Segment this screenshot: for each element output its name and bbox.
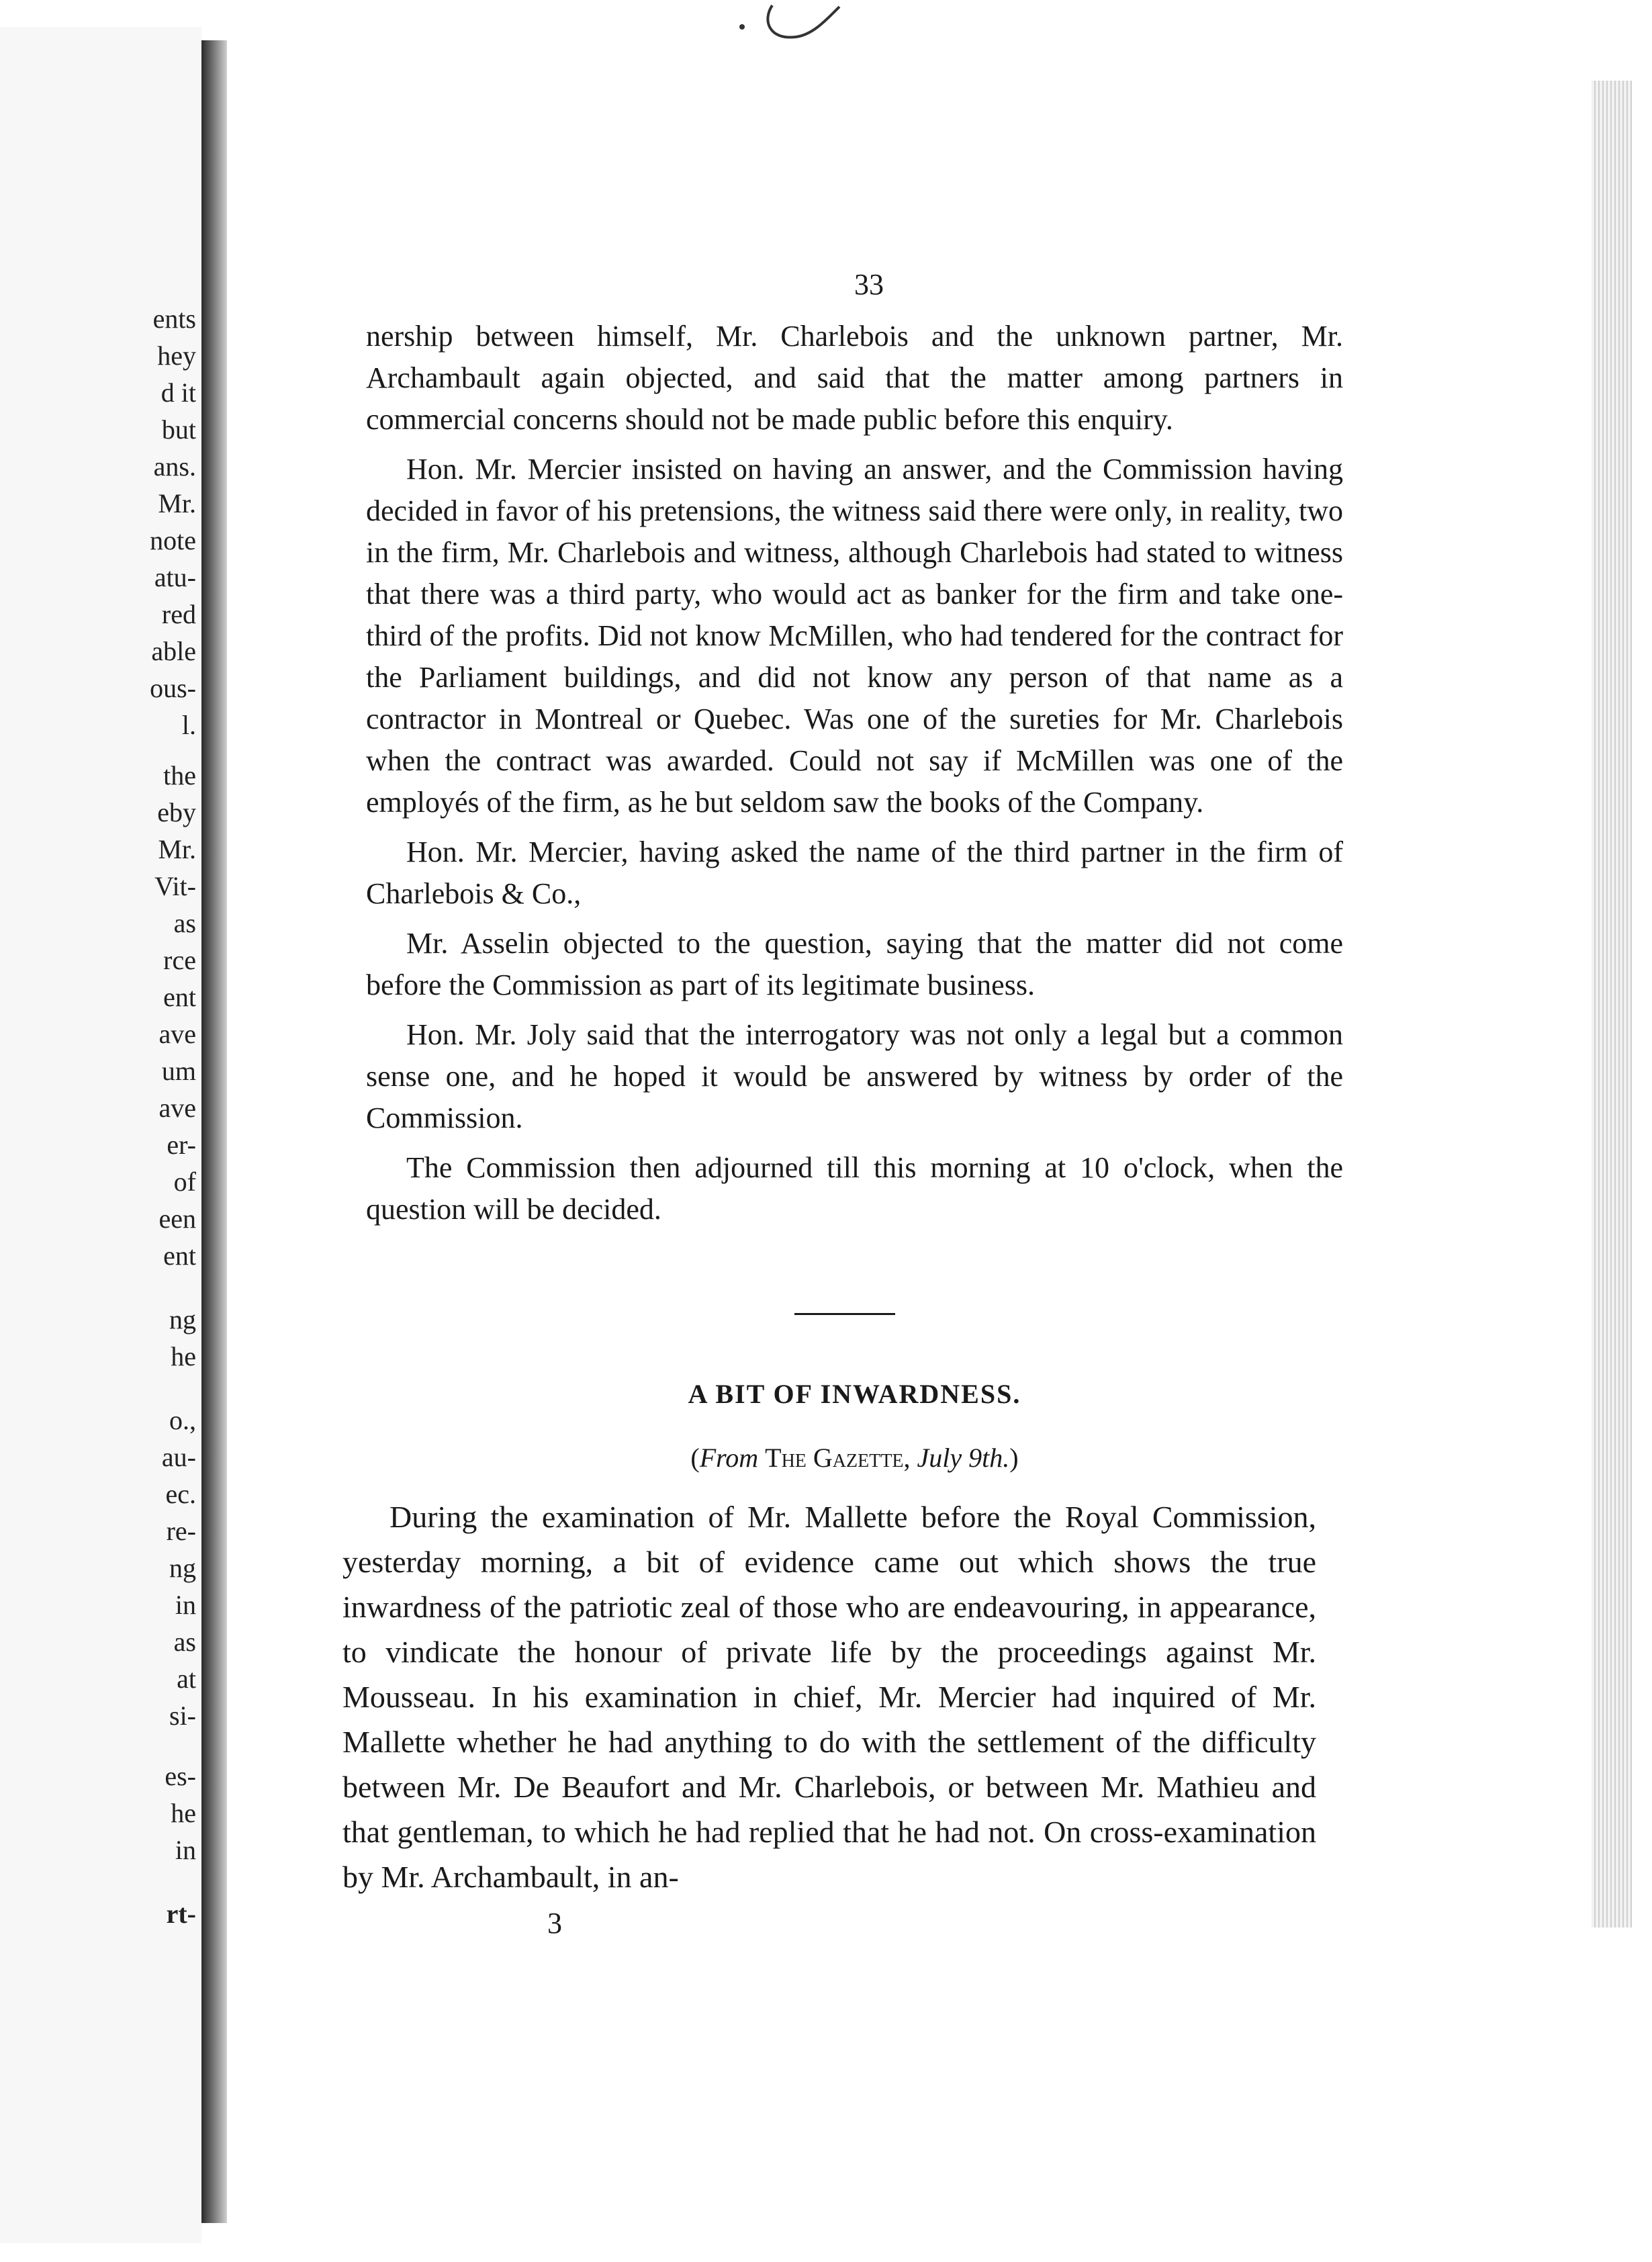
paragraph: The Commission then adjourned till this morning at 10 o'clock, when the question will be decided.: [366, 1151, 1343, 1226]
left-line: ave: [158, 1093, 196, 1123]
left-line: ents: [152, 304, 196, 334]
left-line: er-: [167, 1130, 196, 1160]
left-line: ent: [163, 1240, 196, 1271]
left-line: hey: [157, 341, 196, 371]
left-line: atu-: [154, 562, 196, 592]
left-line: ng: [169, 1553, 196, 1583]
paragraph: Mr. Asselin objected to the question, saying that the matter did not come before the Commission as part of its legitimate business.: [366, 927, 1343, 1001]
left-line: able: [151, 636, 196, 666]
source-from: From: [699, 1443, 759, 1473]
left-line: es-: [165, 1761, 196, 1791]
left-line: he: [171, 1798, 196, 1828]
left-line: ec.: [165, 1479, 196, 1509]
left-line: eby: [157, 797, 196, 827]
left-line: in: [175, 1835, 196, 1865]
left-line: ent: [163, 982, 196, 1012]
book-gutter: [201, 40, 227, 2223]
left-line: in: [175, 1590, 196, 1620]
left-line: of: [173, 1167, 196, 1197]
left-line: ng: [169, 1304, 196, 1334]
left-line: as: [173, 908, 196, 938]
left-line: ous-: [150, 673, 196, 703]
left-line: but: [161, 414, 196, 445]
left-line: Mr.: [158, 834, 196, 864]
left-line: um: [161, 1056, 196, 1086]
left-line: Vit-: [154, 871, 196, 901]
source-paper: The Gazette,: [765, 1443, 911, 1473]
left-line: he: [171, 1341, 196, 1371]
paragraph: During the examination of Mr. Mallette before the Royal Commission, yesterday morning, a bit of evidence came out which shows the true inwardness of the patriotic zeal of those who are endeavouring, in appearance, to vindicate the honour of private life by the proceedings against Mr. Mousseau. In his examination in chief, Mr. Mercier had inquired of Mr. Mallette whether he had anything to do with the settlement of the difficulty between Mr. De Beaufort and Mr. Charlebois, or between Mr. Mathieu and that gentleman, to which he had replied that he had not. On cross-examination by Mr. Archambault, in an-: [342, 1500, 1316, 1894]
paragraph: Hon. Mr. Mercier, having asked the name of the third partner in the firm of Charlebois & Co.,: [366, 835, 1343, 910]
left-line: ave: [158, 1019, 196, 1049]
left-page-fragment: [0, 27, 201, 2243]
paragraph: nership between himself, Mr. Charlebois and the unknown partner, Mr. Archambault again objected, and said that the matter among partners in commercial concerns should not be made public before this enquiry.: [366, 320, 1343, 436]
continued-testimony: [366, 316, 1343, 1238]
handwritten-mark: [732, 0, 846, 47]
page-edges: [1592, 81, 1632, 1928]
left-line: o.,: [169, 1405, 196, 1435]
left-line: ans.: [153, 451, 196, 482]
article-body: [342, 1494, 1316, 1899]
left-line: at: [177, 1664, 196, 1694]
left-line: note: [150, 525, 196, 555]
left-line: au-: [161, 1442, 196, 1472]
left-line: een: [158, 1204, 196, 1234]
source-date: July 9th.: [917, 1443, 1010, 1473]
article-source: (From The Gazette, July 9th.): [690, 1443, 1019, 1473]
paragraph: Hon. Mr. Mercier insisted on having an answer, and the Commission having decided in favor of his pretensions, the witness said there were only, in reality, two in the firm, Mr. Charlebois and witness, although Charlebois had stated to witness that there was a third party, who would act as banker for the firm and take one-third of the profits. Did not know McMillen, who had tendered for the contract for the Parliament buildings, and did not know any person of that name as a contractor in Montreal or Quebec. Was one of the sureties for Mr. Charlebois when the contract was awarded. Could not say if McMillen was one of the employés of the firm, as he but seldom saw the books of the Company.: [366, 453, 1343, 819]
left-line: si-: [169, 1701, 196, 1731]
left-line: as: [173, 1627, 196, 1657]
left-line: the: [163, 760, 196, 790]
section-divider: [794, 1313, 895, 1315]
left-line: re-: [166, 1516, 196, 1546]
left-line: Mr.: [158, 488, 196, 518]
paragraph: Hon. Mr. Joly said that the interrogatory was not only a legal but a common sense one, and he hoped it would be answered by witness by order of the Commission.: [366, 1018, 1343, 1134]
left-line: red: [161, 599, 196, 629]
page-number: 33: [854, 268, 884, 301]
article-title: A BIT OF INWARDNESS.: [688, 1379, 1021, 1409]
left-line: rce: [163, 945, 196, 975]
left-line: l.: [181, 710, 196, 740]
signature-mark: 3: [547, 1907, 562, 1940]
left-line: d it: [160, 377, 196, 408]
left-line: rt-: [166, 1899, 196, 1929]
